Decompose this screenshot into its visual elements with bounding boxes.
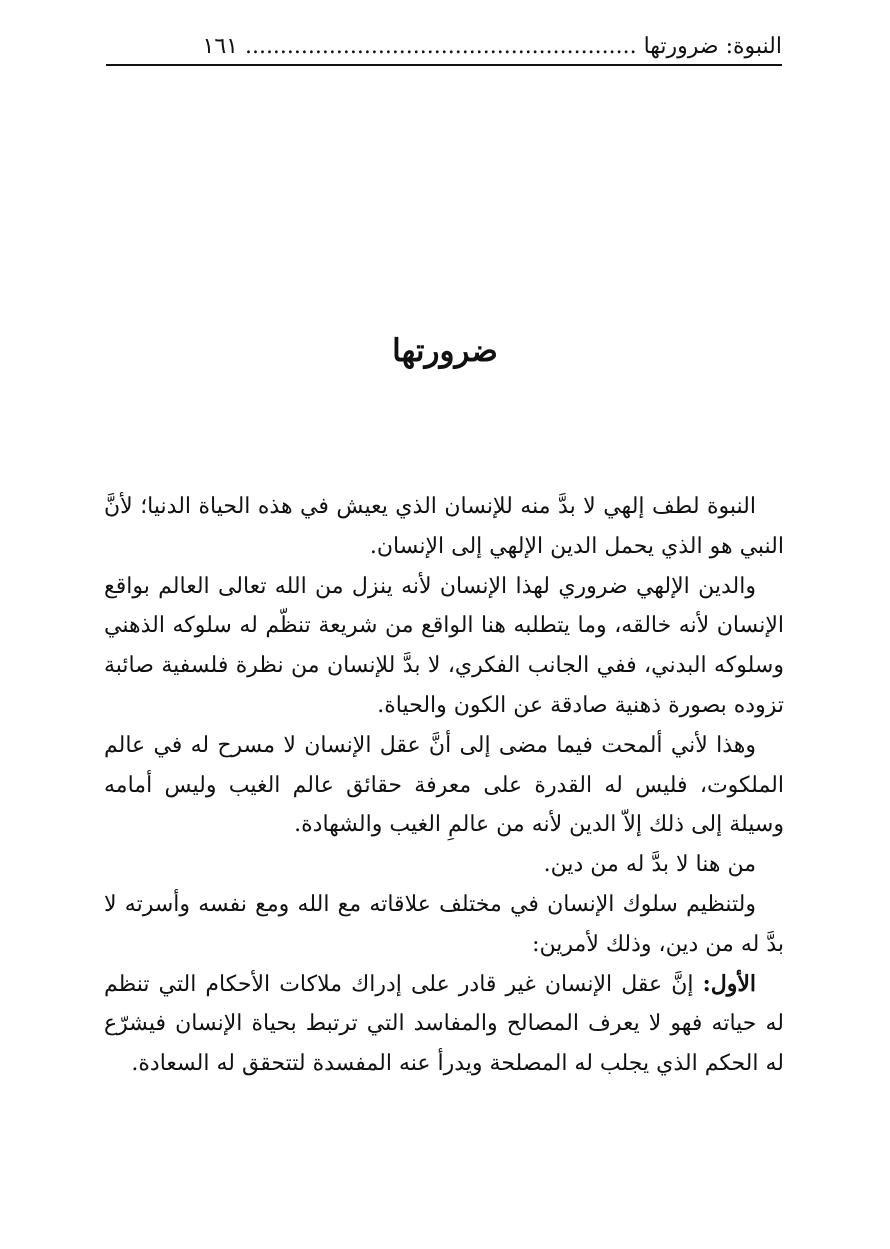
paragraph-5 (104, 885, 784, 965)
paragraph-1-text: النبوة لطف إلهي لا بدَّ منه للإنسان الذي يعيش في هذه الحياة الدنيا؛ لأنَّ النبي هو الذي يحمل الدين الإلهي إلى الإنسان. (104, 494, 784, 559)
body-text (104, 487, 784, 1084)
chapter-title: ضرورتها (392, 332, 498, 369)
paragraph-3-text: وهذا لأني ألمحت فيما مضى إلى أنَّ عقل الإنسان لا مسرح له في عالم الملكوت، فليس له القدرة على معرفة حقائق عالم الغيب وليس أمامه وسيلة إلى ذلك إلاّ الدين لأنه من عالمِ الغيب والشهادة. (104, 732, 784, 838)
paragraph-3 (104, 726, 784, 845)
paragraph-2-text: والدين الإلهي ضروري لهذا الإنسان لأنه ينزل من الله تعالى العالم بواقع الإنسان لأنه خالقه، وما يتطلبه هنا الواقع من شريعة تنظّم له سلوكه الذهني وسلوكه البدني، ففي الجانب الفكري، لا بدَّ للإنسان من نظرة فلسفية صائبة تزوده بصورة ذهنية صادقة عن الكون والحياة. (104, 573, 784, 718)
paragraph-1 (104, 487, 784, 567)
paragraph-6-text: إنَّ عقل الإنسان غير قادر على إدراك ملاكات الأحكام التي تنظم له حياته فهو لا يعرف المصالح والمفاسد التي ترتبط بحياة الإنسان فيشرّع له الحكم الذي يجلب له المصلحة ويدرأ عنه المفسدة لتتحقق له السعادة. (104, 971, 784, 1077)
paragraph-2 (104, 567, 784, 726)
paragraph-4 (104, 845, 784, 885)
paragraph-6 (104, 965, 784, 1084)
paragraph-6-lead: الأول: (702, 970, 756, 997)
paragraph-4-text: من هنا لا بدَّ له من دين. (543, 852, 756, 878)
running-title: النبوة: ضرورتها ........................................................ ١٦١ (202, 34, 782, 59)
paragraph-5-text: ولتنظيم سلوك الإنسان في مختلف علاقاته مع الله ومع نفسه وأسرته لا بدَّ له من دين، وذلك لأمرين: (104, 891, 784, 957)
running-header (106, 30, 782, 66)
